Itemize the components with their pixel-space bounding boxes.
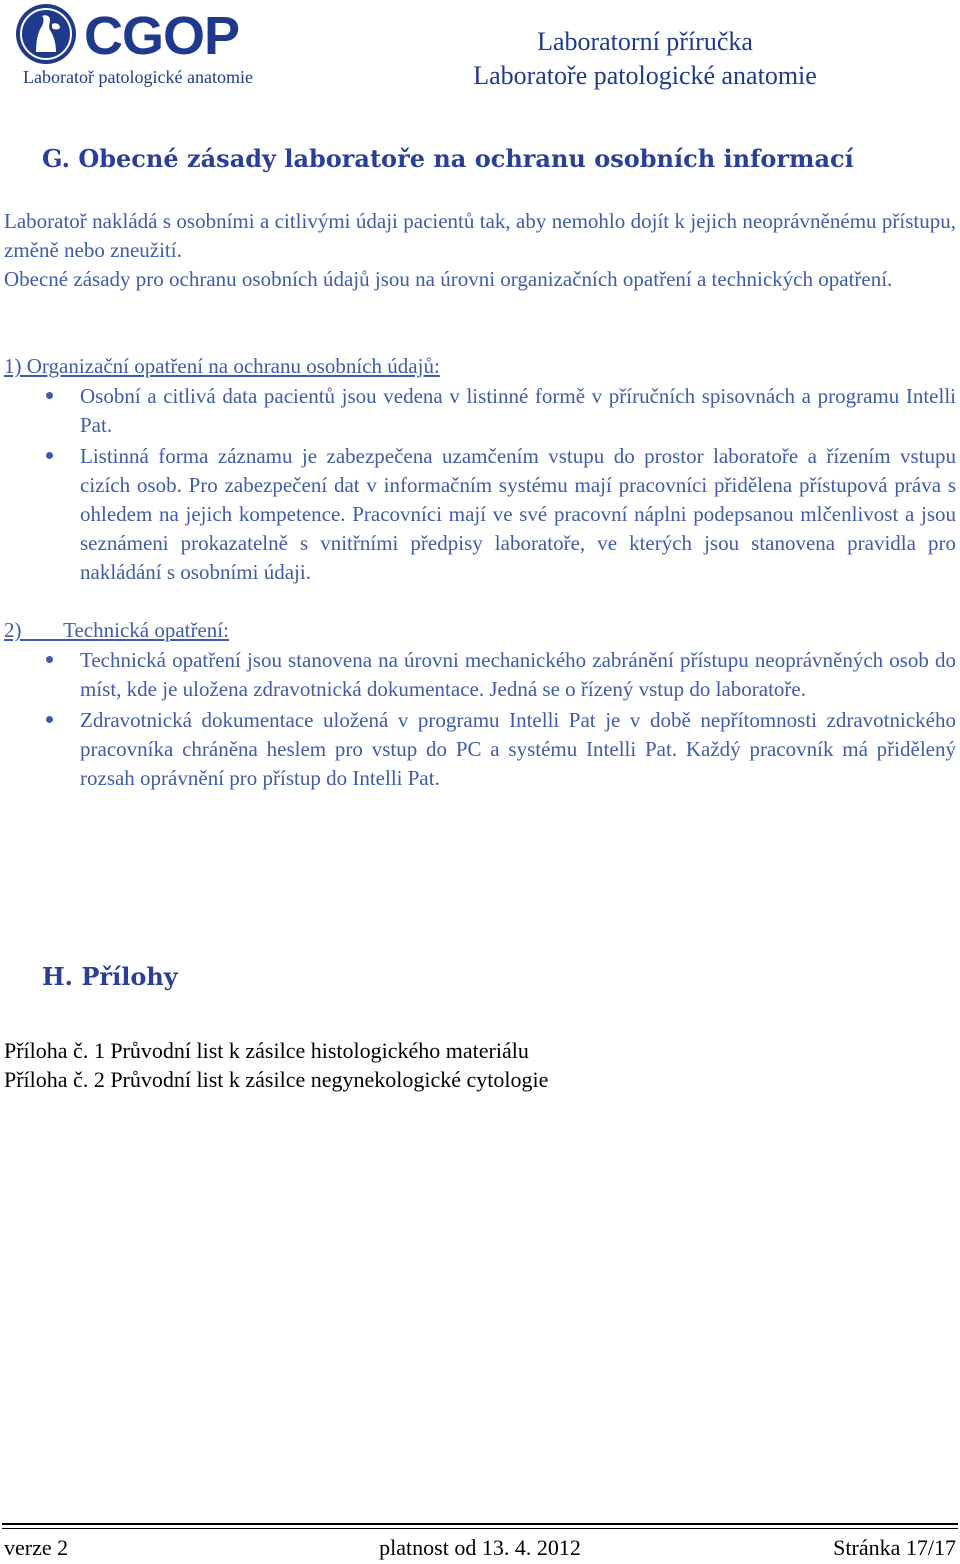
footer-page-number: Stránka 17/17 [833, 1535, 956, 1560]
logo-figure-icon [16, 4, 76, 64]
list-item-text: Zdravotnická dokumentace uložená v programu Intelli Pat je v době nepřítomnosti zdravotnického pracovníka chráněna heslem pro vstup do PC a systému Intelli Pat. Každý pracovník má přidělený rozsah oprávnění pro přístup do Intelli Pat. [80, 708, 956, 790]
technical-measures-title [4, 616, 229, 645]
list-item [4, 442, 956, 587]
list-item [4, 706, 956, 793]
org-name: Laboratoř patologické anatomie [23, 67, 253, 87]
bullet-icon [46, 656, 53, 663]
technical-measures-list [4, 646, 956, 793]
section-h-heading: H. Přílohy [42, 962, 178, 991]
footer-valid-from: platnost od 13. 4. 2012 [379, 1535, 581, 1560]
logo-wordmark: CGOP [84, 6, 240, 66]
bullet-icon [46, 452, 53, 459]
document-subtitle: Laboratoře patologické anatomie [473, 61, 817, 90]
technical-measures-title-text: 2) Technická opatření: [4, 618, 229, 642]
list-item-text: Technická opatření jsou stanovena na úrovni mechanického zabránění přístupu neoprávněných osob do míst, kde je uložena zdravotnická dokumentace. Jedná se o řízený vstup do laboratoře. [80, 648, 956, 701]
document-title: Laboratorní příručka [537, 27, 753, 56]
list-item-text: Osobní a citlivá data pacientů jsou vedena v listinné formě v příručních spisovnách a programu Intelli Pat. [80, 384, 956, 437]
bullet-icon [46, 716, 53, 723]
section-g-heading: G. Obecné zásady laboratoře na ochranu osobních informací [42, 144, 854, 173]
footer-version: verze 2 [4, 1535, 69, 1560]
attachment-1: Příloha č. 1 Průvodní list k zásilce histologického materiálu [4, 1038, 529, 1063]
list-item [4, 382, 956, 440]
cgop-logo [14, 2, 259, 68]
footer-divider-thin [2, 1528, 958, 1529]
attachment-2: Příloha č. 2 Průvodní list k zásilce negynekologické cytologie [4, 1067, 549, 1092]
intro-paragraph-2: Obecné zásady pro ochranu osobních údajů jsou na úrovni organizačních opatření a technických opatření. [4, 267, 893, 291]
list-item [4, 646, 956, 704]
intro-paragraph-1: Laboratoř nakládá s osobními a citlivými údaji pacientů tak, aby nemohlo dojít k jejich neoprávněnému přístupu, změně nebo zneužití. [4, 209, 956, 262]
organizational-measures-title: 1) Organizační opatření na ochranu osobních údajů: [4, 354, 440, 378]
bullet-icon [46, 392, 53, 399]
footer-divider [2, 1523, 958, 1525]
list-item-text: Listinná forma záznamu je zabezpečena uzamčením vstupu do prostor laboratoře a řízením vstupu cizích osob. Pro zabezpečení dat v informačním systému mají pracovníci přidělena přístupová práva s ohledem na jejich kompetence. Pracovníci mají ve své pracovní náplni podepsanou mlčenlivost a jsou seznámeni prokazatelně s vnitřními předpisy laboratoře, ve kterých jsou stanovena pravidla pro nakládání s osobními údaji. [80, 444, 956, 584]
organizational-measures-list [4, 382, 956, 587]
